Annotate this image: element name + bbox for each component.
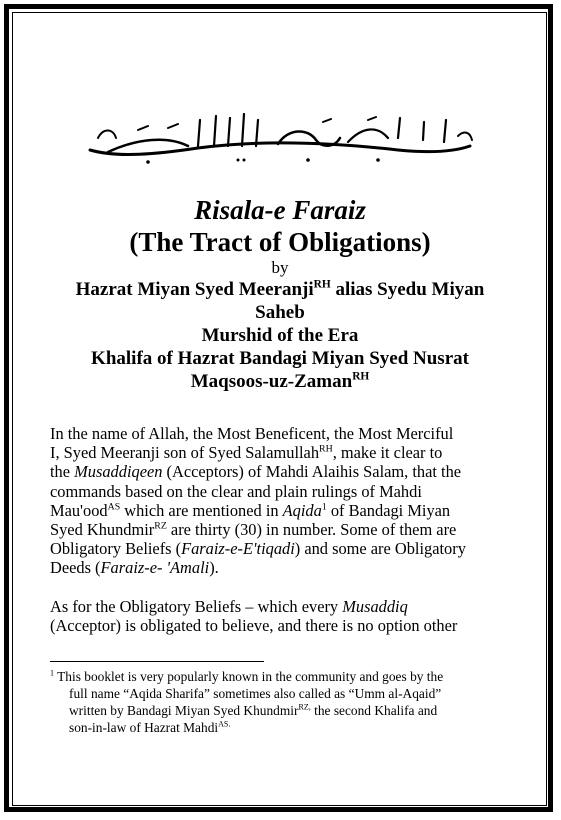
author-line-2: Saheb xyxy=(255,302,305,323)
paragraph-2: As for the Obligatory Beliefs – which every Musaddiq (Acceptor) is obligated to believe, and there is no option other xyxy=(50,596,458,635)
author-line: Hazrat Miyan Syed Meeranji$^{RH}$ alias Syedu Miyan xyxy=(75,278,485,300)
khalifa-line: Khalifa of Hazrat Bandagi Miyan Syed Nusrat xyxy=(91,348,469,369)
bismillah-calligraphy xyxy=(78,108,478,168)
murshid-line: Murshid of the Era xyxy=(201,325,359,346)
footnote: $^1$ This booklet is very popularly known in the community and goes by the full name “Aqida Sharifa” sometimes also called as “Umm al-Aqaid” written by Bandagi Miyan Syed Khundmir$^{RZ,}$ the second Khalifa and son-in-law of Hazrat Mahdi$^{AS.}$ xyxy=(50,668,444,735)
title-main: (The Tract of Obligations) xyxy=(129,227,431,257)
title-block xyxy=(30,194,530,393)
footnote-number: 1 xyxy=(50,668,55,678)
title-italic: Risala-e Faraiz xyxy=(194,195,366,225)
title-by: by xyxy=(271,258,289,277)
footnote-divider xyxy=(50,661,264,662)
body-text xyxy=(50,424,512,635)
paragraph-1: In the name of Allah, the Most Beneficent, the Most Merciful I, Syed Meeranji son of Syed Salamullah$^{RH}$, make it clear to the Musaddiqeen (Acceptors) of Mahdi Alaihis Salam, that the commands based on the clear and plain rulings of Mahdi Mau'ood$^{AS}$ which are mentioned in Aqida$^1$ of Bandagi Miyan Syed Khundmir$^{RZ}$ are thirty (30) in number. Some of them are Obligatory Beliefs (Faraiz-e-E'tiqadi) and some are Obligatory Deeds (Faraiz-e- 'Amali). xyxy=(50,424,466,578)
khalifa-line-2: Maqsoos-uz-Zaman$^{RH}$ xyxy=(190,370,370,392)
